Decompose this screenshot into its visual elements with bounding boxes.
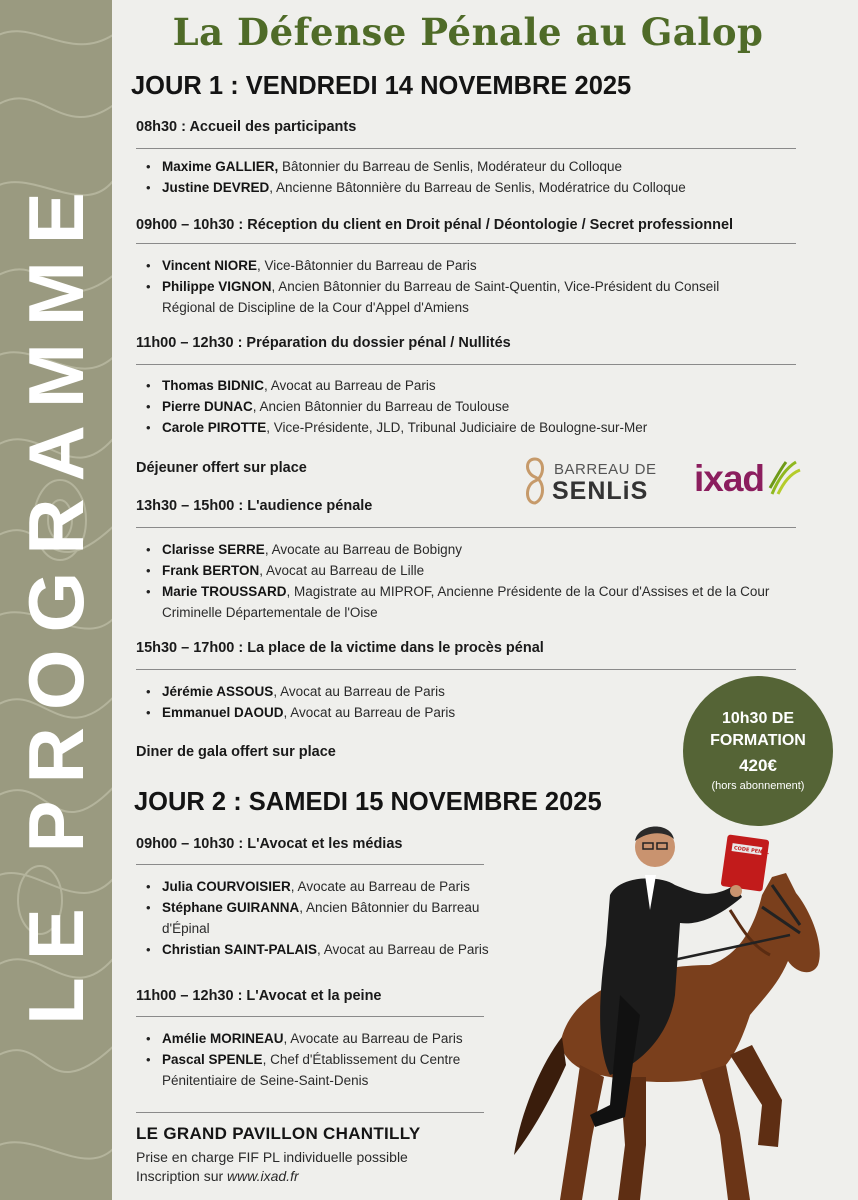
venue-name: LE GRAND PAVILLON CHANTILLY bbox=[136, 1124, 421, 1143]
signup-link[interactable]: www.ixad.fr bbox=[227, 1168, 299, 1184]
speaker-item: • Stéphane GUIRANNA, Ancien Bâtonnier du Barreau d'Épinal bbox=[146, 897, 506, 939]
speaker-item: • Thomas BIDNIC, Avocat au Barreau de Paris bbox=[146, 375, 796, 396]
day1-slot1-label: 08h30 : Accueil des participants bbox=[136, 119, 357, 135]
day1-slot3-label: 11h00 – 12h30 : Préparation du dossier pénal / Nullités bbox=[136, 335, 511, 351]
ixad-logo: ixad bbox=[694, 458, 804, 504]
speaker-item: • Philippe VIGNON, Ancien Bâtonnier du Barreau de Saint-Quentin, Vice-Président du Conseil Régional de Discipline de la Cour d'Appel d'Amiens bbox=[146, 276, 766, 318]
day1-slot5-label: 15h30 – 17h00 : La place de la victime dans le procès pénal bbox=[136, 640, 544, 656]
side-band bbox=[0, 0, 112, 1200]
divider bbox=[136, 669, 796, 670]
funding-note: Prise en charge FIF PL individuelle possible bbox=[136, 1149, 408, 1165]
speaker-item: • Julia COURVOISIER, Avocate au Barreau de Paris bbox=[146, 876, 506, 897]
day1-title: JOUR 1 : VENDREDI 14 NOVEMBRE 2025 bbox=[131, 72, 632, 100]
speaker-item: • Maxime GALLIER, Bâtonnier du Barreau de Senlis, Modérateur du Colloque bbox=[146, 156, 796, 177]
speaker-item: • Justine DEVRED, Ancienne Bâtonnière du Barreau de Senlis, Modératrice du Colloque bbox=[146, 177, 796, 198]
speaker-item: • Christian SAINT-PALAIS, Avocat au Barreau de Paris bbox=[146, 939, 506, 960]
day1-slot4-speakers bbox=[146, 539, 796, 623]
speaker-item: • Emmanuel DAOUD, Avocat au Barreau de Paris bbox=[146, 702, 666, 723]
speaker-item: • Pierre DUNAC, Ancien Bâtonnier du Barreau de Toulouse bbox=[146, 396, 796, 417]
day1-slot2-speakers bbox=[146, 255, 766, 318]
horse-rider-illustration bbox=[500, 815, 850, 1200]
speaker-item: • Frank BERTON, Avocat au Barreau de Lille bbox=[146, 560, 796, 581]
speaker-item: • Carole PIROTTE, Vice-Présidente, JLD, Tribunal Judiciaire de Boulogne-sur-Mer bbox=[146, 417, 796, 438]
day1-slot1-speakers bbox=[146, 156, 796, 198]
lunch-note: Déjeuner offert sur place bbox=[136, 460, 307, 476]
leaf-icon bbox=[768, 458, 802, 498]
band-title: LE PROGRAMME bbox=[12, 175, 100, 1025]
formation-badge: 10h30 DE FORMATION 420€ (hors abonnement) bbox=[683, 676, 833, 826]
divider bbox=[136, 148, 796, 149]
divider bbox=[136, 527, 796, 528]
speaker-item: • Pascal SPENLE, Chef d'Établissement du Centre Pénitentiaire de Seine-Saint-Denis bbox=[146, 1049, 491, 1091]
document-title: La Défense Pénale au Galop bbox=[172, 10, 764, 54]
divider bbox=[136, 364, 796, 365]
book-label: CODE PENAL bbox=[733, 845, 770, 857]
day2-slot2-speakers bbox=[146, 1028, 491, 1091]
day2-slot2-label: 11h00 – 12h30 : L'Avocat et la peine bbox=[136, 988, 382, 1004]
divider bbox=[136, 1112, 484, 1113]
senlis-emblem-icon bbox=[520, 455, 550, 507]
day2-title: JOUR 2 : SAMEDI 15 NOVEMBRE 2025 bbox=[134, 788, 602, 816]
divider bbox=[136, 243, 796, 244]
day1-slot4-label: 13h30 – 15h00 : L'audience pénale bbox=[136, 498, 373, 514]
day1-slot2-label: 09h00 – 10h30 : Réception du client en Droit pénal / Déontologie / Secret professionnel bbox=[136, 217, 734, 233]
barreau-senlis-logo: BARREAU DE SENLiS bbox=[520, 455, 670, 507]
divider bbox=[136, 1016, 484, 1017]
signup-line: Inscription sur www.ixad.fr bbox=[136, 1168, 299, 1184]
speaker-item: • Amélie MORINEAU, Avocate au Barreau de Paris bbox=[146, 1028, 491, 1049]
speaker-item: • Marie TROUSSARD, Magistrate au MIPROF, Ancienne Présidente de la Cour d'Assises et de la Cour Criminelle Départementale de l'Oise bbox=[146, 581, 796, 623]
day2-slot1-label: 09h00 – 10h30 : L'Avocat et les médias bbox=[136, 836, 403, 852]
day2-slot1-speakers bbox=[146, 876, 506, 960]
divider bbox=[136, 864, 484, 865]
speaker-item: • Clarisse SERRE, Avocate au Barreau de Bobigny bbox=[146, 539, 796, 560]
day1-slot5-speakers bbox=[146, 681, 666, 723]
speaker-item: • Jérémie ASSOUS, Avocat au Barreau de Paris bbox=[146, 681, 666, 702]
speaker-item: • Vincent NIORE, Vice-Bâtonnier du Barreau de Paris bbox=[146, 255, 766, 276]
dinner-note: Diner de gala offert sur place bbox=[136, 744, 336, 760]
day1-slot3-speakers bbox=[146, 375, 796, 438]
